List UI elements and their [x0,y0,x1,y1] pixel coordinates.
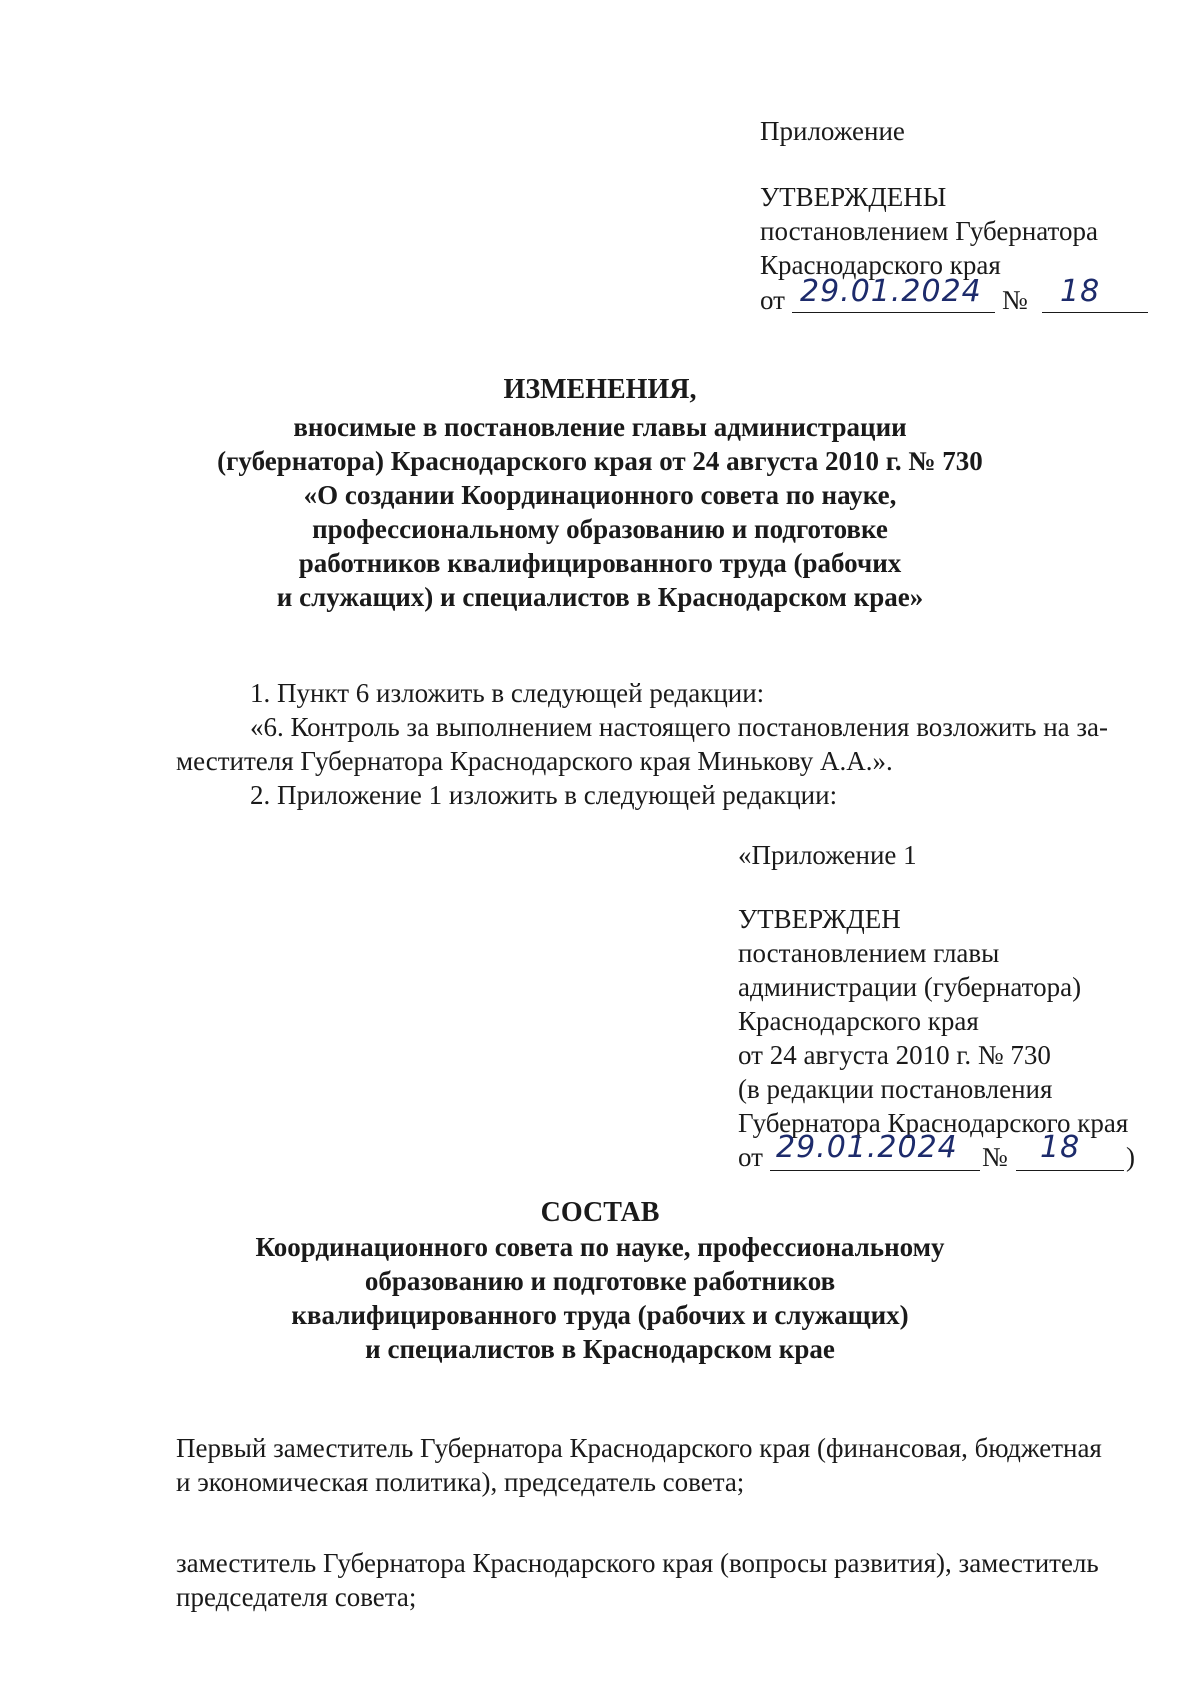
member-1-line-1: Первый заместитель Губернатора Краснодарского края (финансовая, бюджетная [176,1433,1102,1463]
inner-date-underline [770,1170,980,1171]
composition-line-4: и специалистов в Краснодарском крае [365,1334,835,1364]
date-prefix: от [760,285,785,315]
inner-line-6: Губернатора Краснодарского края [738,1108,1129,1138]
appendix-label: Приложение [760,116,905,146]
paragraph-1: 1. Пункт 6 изложить в следующей редакции: [250,678,765,708]
member-2-line-1: заместитель Губернатора Краснодарского края (вопросы развития), заместитель [176,1548,1099,1578]
inner-date-prefix: от [738,1142,763,1172]
title-line-5: работников квалифицированного труда (рабочих [298,548,902,578]
composition-line-2: образованию и подготовке работников [364,1266,836,1296]
approved-label: УТВЕРЖДЕНЫ [760,182,947,212]
title-line-2: (губернатора) Краснодарского края от 24 августа 2010 г. № 730 [217,446,983,476]
paragraph-3: 2. Приложение 1 изложить в следующей редакции: [250,780,838,810]
member-2-line-2: председателя совета; [176,1582,417,1612]
inner-approved-label: УТВЕРЖДЕН [738,904,901,934]
inner-line-2: администрации (губернатора) [738,972,1082,1002]
approved-by-line-1: постановлением Губернатора [760,216,1098,246]
changes-heading: ИЗМЕНЕНИЯ, [503,374,697,405]
inner-line-1: постановлением главы [738,938,1000,968]
handwritten-number: 18 [1060,274,1101,309]
title-line-3: «О создании Координационного совета по науке, [303,480,897,510]
number-underline [1042,312,1148,313]
inner-line-4: от 24 августа 2010 г. № 730 [738,1040,1051,1070]
date-underline [792,312,995,313]
title-line-6: и служащих) и специалистов в Краснодарском крае» [276,582,924,612]
number-prefix: № [1002,285,1028,315]
inner-handwritten-number: 18 [1040,1130,1081,1165]
inner-number-prefix: № [982,1142,1008,1172]
composition-line-1: Координационного совета по науке, профессиональному [255,1232,945,1262]
paragraph-2-line-1: «6. Контроль за выполнением настоящего постановления возложить на за- [250,712,1109,742]
title-line-4: профессиональному образованию и подготовке [312,514,888,544]
composition-line-3: квалифицированного труда (рабочих и служащих) [291,1300,909,1330]
inner-handwritten-date: 29.01.2024 [776,1130,958,1165]
member-1-line-2: и экономическая политика), председатель совета; [176,1467,745,1497]
inner-line-5: (в редакции постановления [738,1074,1053,1104]
inner-number-underline [1016,1170,1124,1171]
title-line-1: вносимые в постановление главы администрации [293,412,907,442]
approved-by-line-2: Краснодарского края [760,250,1001,280]
inner-line-3: Краснодарского края [738,1006,979,1036]
handwritten-date: 29.01.2024 [800,274,982,309]
paragraph-2-line-2: местителя Губернатора Краснодарского края Минькову А.А.». [176,746,893,776]
closing-parenthesis: ) [1126,1142,1135,1172]
inner-appendix-label: «Приложение 1 [738,840,917,870]
composition-heading: СОСТАВ [540,1197,660,1228]
